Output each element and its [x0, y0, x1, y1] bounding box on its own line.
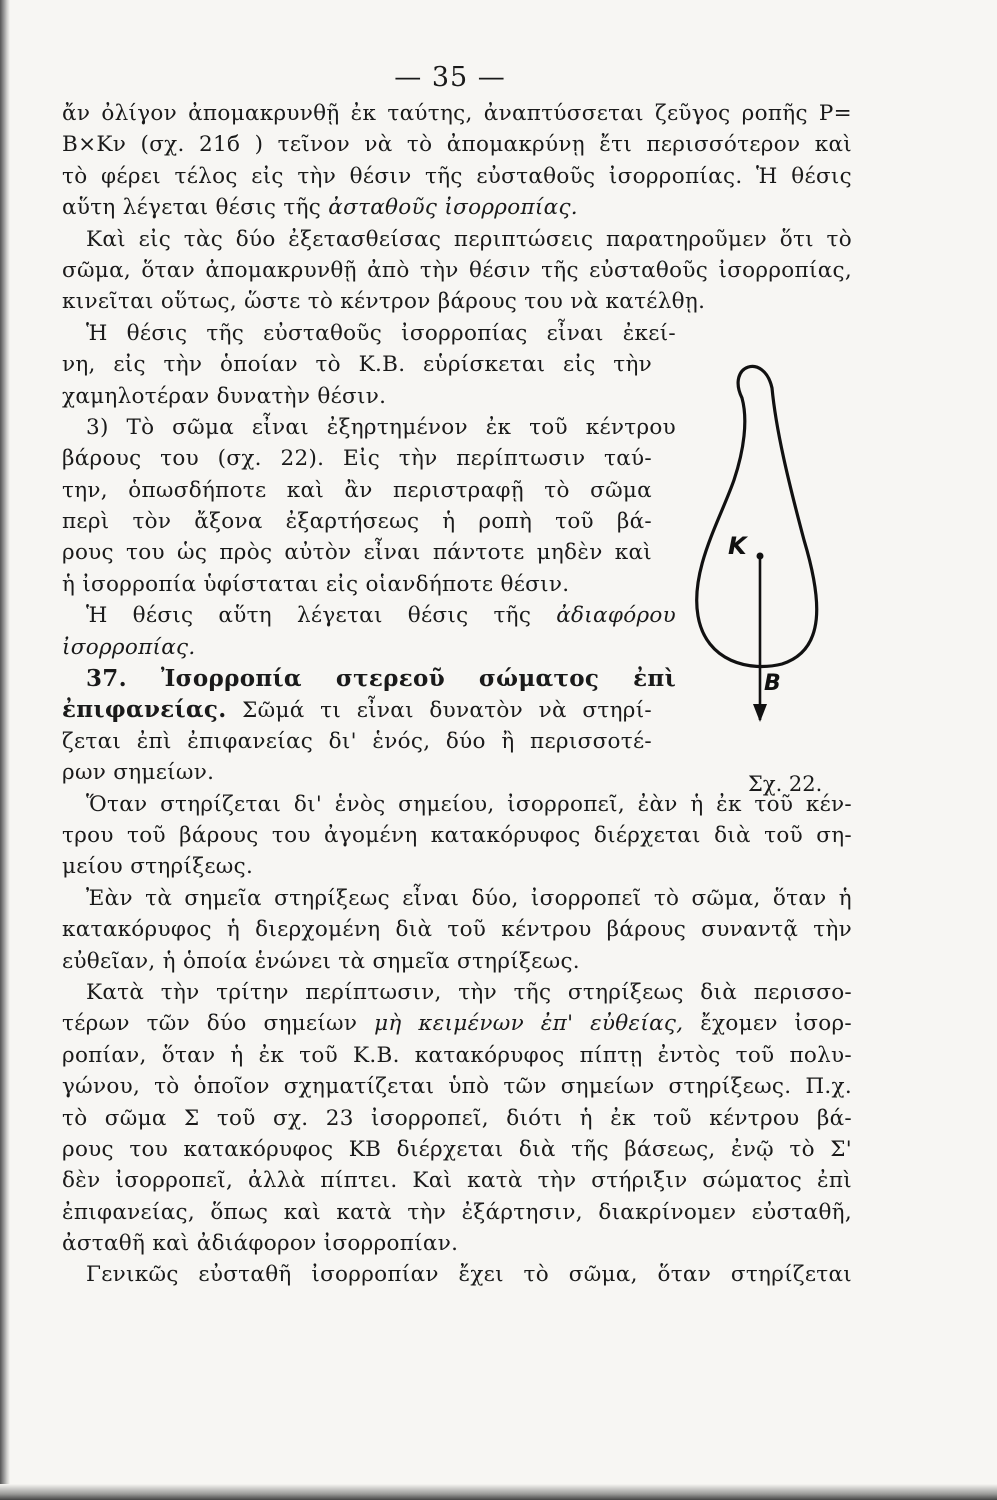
text-line: εὐθεῖαν, ἡ ὁποία ἑνώνει τὰ σημεῖα στηρίξεως. [62, 948, 580, 974]
center-of-gravity-point [757, 553, 764, 560]
text-line: κινεῖται οὕτως, ὥστε τὸ κέντρον βάρους του νὰ κατέλθῃ. [62, 289, 706, 315]
text-line: την, ὁπωσδήποτε καὶ ἂν περιστραφῇ τὸ σῶμα [62, 477, 652, 503]
page-bottom-shadow [0, 1484, 997, 1500]
section-heading-cont: ἐπιφανείας. [62, 696, 227, 724]
figure-22-diagram [680, 360, 860, 800]
text-line: Ἐὰν τὰ σημεῖα στηρίξεως εἶναι δύο, ἰσορροπεῖ τὸ σῶμα, ὅταν ἡ [86, 885, 852, 911]
page-number: — 35 — [394, 62, 506, 93]
text-line: Κατὰ τὴν τρίτην περίπτωσιν, τὴν τῆς στηρίξεως διὰ περισσο- [86, 979, 852, 1005]
text-line: κατακόρυφος ἡ διερχομένη διὰ τοῦ κέντρου βάρους συναντᾷ τὴν [62, 917, 852, 943]
text-line: ρων σημείων. [62, 760, 215, 786]
text-line: ρους του ὡς πρὸς αὐτὸν εἶναι πάντοτε μηδὲν καὶ [62, 540, 652, 566]
text-line: τέρων τῶν δύο σημείων μὴ κειμένων ἐπ' εὐθείας, ἔχομεν ἰσορ- [62, 1011, 852, 1037]
text-line: ρους του κατακόρυφος ΚΒ διέρχεται διὰ τῆς βάσεως, ἐνῷ τὸ Σ' [62, 1136, 852, 1162]
italic-term: μὴ κειμένων ἐπ' εὐθείας, [374, 1011, 684, 1037]
text-line: B×Kν (σχ. 21б ) τεῖνον νὰ τὸ ἀπομακρύνῃ ἔτι περισσότερον καὶ [62, 132, 852, 158]
text-line: ἡ ἰσορροπία ὑφίσταται εἰς οἱανδήποτε θέσιν. [62, 571, 570, 597]
text-line: τρου τοῦ βάρους του ἀγομένη κατακόρυφος διέρχεται διὰ τοῦ ση- [62, 822, 852, 848]
text-line: αὕτη λέγεται θέσις τῆς ἀσταθοῦς ἰσορροπίας. [62, 195, 578, 221]
text-line: ἀσταθῆ καὶ ἀδιάφορον ἰσορροπίαν. [62, 1231, 459, 1257]
label-b: B [764, 671, 781, 696]
page-binding-shadow [0, 0, 10, 1500]
text-line: Ὅταν στηρίζεται δι' ἑνὸς σημείου, ἰσορροπεῖ, ἐὰν ἡ ἐκ τοῦ κέν- [86, 791, 852, 817]
text-line: γώνου, τὸ ὁποῖον σχηματίζεται ὑπὸ τῶν σημείων στηρίξεως. Π.χ. [62, 1074, 852, 1100]
text-line: τὸ φέρει τέλος εἰς τὴν θέσιν τῆς εὐσταθοῦς ἰσορροπίας. Ἡ θέσις [62, 163, 852, 189]
figure-caption: Σχ. 22. [748, 772, 823, 796]
text-line: ἐπιφανείας. Σῶμά τι εἶναι δυνατὸν νὰ στηρί- [62, 696, 652, 724]
text-line: δὲν ἰσορροπεῖ, ἀλλὰ πίπτει. Καὶ κατὰ τὴν στήριξιν σώματος ἐπὶ [62, 1168, 852, 1194]
text-line: τὸ σῶμα Σ τοῦ σχ. 23 ἰσορροπεῖ, διότι ἡ ἐκ τοῦ κέντρου βά- [62, 1105, 852, 1131]
text-line: μείου στηρίξεως. [62, 854, 254, 880]
text-line: Καὶ εἰς τὰς δύο ἐξετασθείσας περιπτώσεις παρατηροῦμεν ὅτι τὸ [86, 226, 852, 252]
text-line: Γενικῶς εὐσταθῆ ἰσορροπίαν ἔχει τὸ σῶμα, ὅταν στηρίζεται [86, 1262, 852, 1288]
text-line: ροπίαν, ὅταν ἡ ἐκ τοῦ Κ.Β. κατακόρυφος πίπτῃ ἐντὸς τοῦ πολυ- [62, 1042, 852, 1068]
text-line: βάρους του (σχ. 22). Εἰς τὴν περίπτωσιν ταύ- [62, 446, 652, 472]
text-line: νη, εἰς τὴν ὁποίαν τὸ Κ.Β. εὑρίσκεται εἰς τὴν [62, 352, 652, 378]
text-line: Ἡ θέσις αὕτη λέγεται θέσις τῆς ἀδιαφόρου [86, 603, 676, 629]
section-heading: 37. Ἰσορροπία στερεοῦ σώματος ἐπὶ [86, 665, 676, 693]
text-line: ζεται ἐπὶ ἐπιφανείας δι' ἑνός, δύο ἢ περισσοτέ- [62, 728, 652, 754]
text-line: 3) Τὸ σῶμα εἶναι ἐξηρτημένον ἐκ τοῦ κέντρου [86, 414, 676, 440]
text-line: ἐπιφανείας, ὅπως καὶ κατὰ τὴν ἐξάρτησιν, διακρίνομεν εὐσταθῆ, [62, 1199, 852, 1225]
text-line: ἄν ὀλίγον ἀπομακρυνθῇ ἐκ ταύτης, ἀναπτύσσεται ζεῦγος ροπῆς P= [62, 101, 852, 126]
text-line: περὶ τὸν ἄξονα ἐξαρτήσεως ἡ ροπὴ τοῦ βά- [62, 509, 652, 535]
text-line: ἰσορροπίας. [62, 634, 196, 660]
text-line: χαμηλοτέραν δυνατὴν θέσιν. [62, 383, 387, 409]
weight-arrow-head [753, 704, 767, 722]
text-line: σῶμα, ὅταν ἀπομακρυνθῇ ἀπὸ τὴν θέσιν τῆς εὐσταθοῦς ἰσορροπίας, [62, 257, 852, 283]
italic-term: ἀσταθοῦς ἰσορροπίας. [328, 195, 578, 221]
italic-term: ἀδιαφόρου [556, 603, 676, 629]
suspended-body-outline [697, 366, 817, 666]
label-k: K [728, 532, 747, 560]
text-line: Ἡ θέσις τῆς εὐσταθοῦς ἰσορροπίας εἶναι ἐκεί- [86, 320, 676, 346]
